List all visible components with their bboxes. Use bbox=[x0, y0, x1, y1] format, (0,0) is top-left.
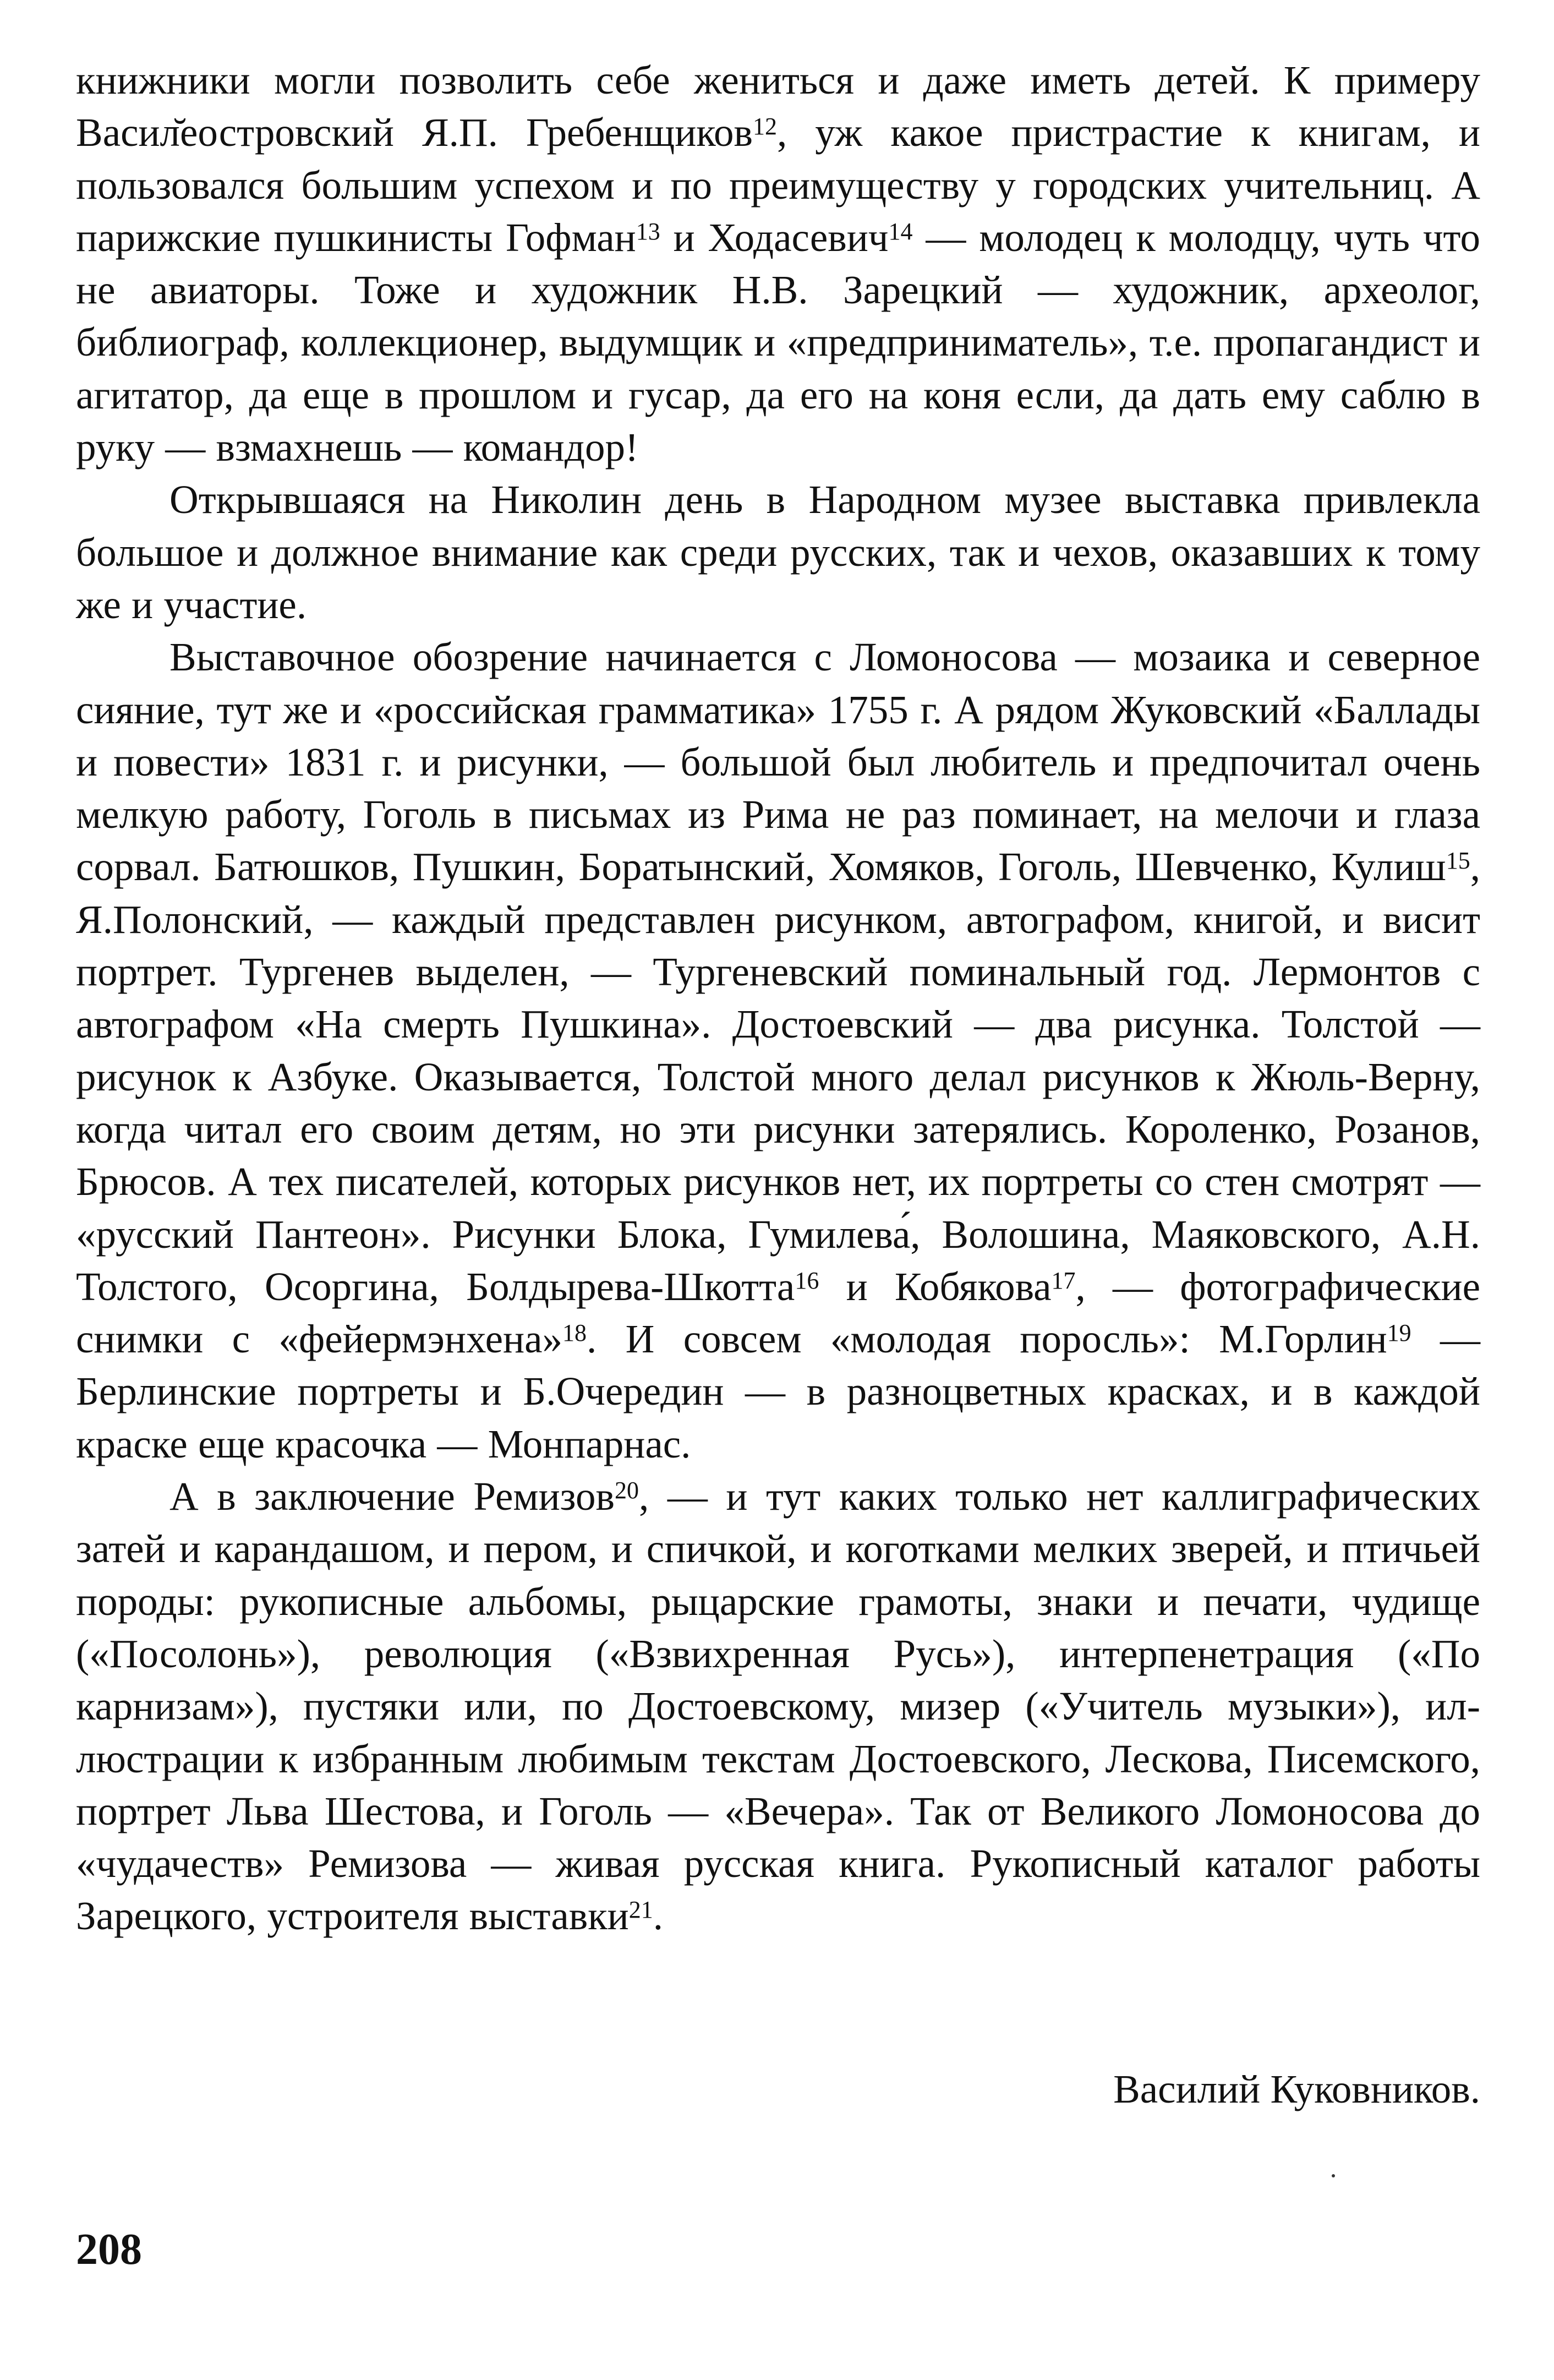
text-run: , — и тут каких только нет каллиграфических затей и карандашом, и пером, и спичкой, и коготками мелких зверей, и птичьей породы: рукописные альбомы, рыцарские грамоты, знаки и печати, чудище («Посолонь»), революция («Взвихренная Русь»), интерпенетрация («По карнизам»), пустяки или, по Достоевскому, мизер («Учитель музыки»), иллюстрации к избранным любимым текстам Достоевского, Лескова, Писемского, портрет Льва Шестова, и Гоголь — «Вечера». Так от Великого Ломоносова до «чудачеств» Ремизова — живая русская книга. Рукописный каталог работы Зарецкого, устроителя выставки bbox=[76, 1474, 1480, 1939]
footnote-marker: 17 bbox=[1051, 1267, 1076, 1294]
footnote-marker: 21 bbox=[628, 1896, 653, 1924]
footnote-marker: 16 bbox=[795, 1267, 819, 1294]
text-run: Открывшаяся на Николин день в Народном музее выставка привлекла большое и должное внимание как среди русских, так и чехов, оказавших к тому же и участие. bbox=[76, 477, 1480, 627]
footnote-marker: 13 bbox=[636, 217, 660, 245]
footnote-marker: 12 bbox=[753, 112, 778, 140]
page-body bbox=[76, 54, 1480, 1942]
text-run: . И совсем «молодая поросль»: М.Горлин bbox=[587, 1317, 1387, 1362]
paragraph bbox=[76, 54, 1480, 473]
text-run: . bbox=[653, 1893, 664, 1939]
text-run: , уж какое пристрастие к книгам, и пользовался большим успехом и по преимуществу у городских учительниц. А парижские пушкинисты Гофман bbox=[76, 110, 1480, 260]
footnote-marker: 14 bbox=[888, 217, 913, 245]
article-text bbox=[76, 54, 1480, 1942]
paragraph bbox=[76, 473, 1480, 631]
footnote-marker: 15 bbox=[1446, 847, 1470, 875]
text-run: книжники могли позволить себе жениться и даже иметь детей. К примеру Васил̆еостровский Я.П. Гребенщиков bbox=[76, 58, 1480, 155]
text-run: , Я.Полонский, — каждый представлен рисунком, автографом, книгой, и висит портрет. Тургенев выделен, — Тургеневский поминальный год. Лермонтов с автографом «На смерть Пушкина». Достоевский — два рисунка. Толстой — рисунок к Азбуке. Оказывается, Толстой много делал рисунков к Жюль-Верну, когда читал его своим детям, но эти рисунки затерялись. Короленко, Розанов, Брюсов. А тех писателей, которых рисунков нет, их портреты со стен смотрят — «русский Пантеон». Рисунки Блока, Гумилева́, Волошина, Маяковского, А.Н. Толстого, Осоргина, Болдырева-Шкотта bbox=[76, 844, 1480, 1309]
text-run: А в заключение Ремизов bbox=[169, 1474, 615, 1519]
footnote-marker: 18 bbox=[562, 1319, 587, 1346]
text-run: — Берлинские портреты и Б.Очередин — в разноцветных красках, и в каждой краске еще красочка — Монпарнас. bbox=[76, 1317, 1481, 1466]
text-run: — молодец к молодцу, чуть что не авиаторы. Тоже и художник Н.В. Зарецкий — художник, археолог, библиограф, коллекционер, выдумщик и «предприниматель», т.е. пропагандист и агитатор, да еще в прошлом и гусар, да его на коня если, да дать ему саблю в руку — взмахнешь — командор! bbox=[76, 215, 1480, 470]
print-speck bbox=[1332, 2174, 1335, 2177]
footnote-marker: 19 bbox=[1387, 1319, 1411, 1346]
page-number: 208 bbox=[76, 2225, 142, 2274]
footnote-marker: 20 bbox=[615, 1476, 639, 1504]
text-run: и Кобякова bbox=[819, 1264, 1052, 1309]
text-run: и Ходасевич bbox=[660, 215, 889, 260]
author-signature: Василий Куковников. bbox=[1113, 2067, 1480, 2111]
text-run: Выставочное обозрение начинается с Ломоносова — мозаика и северное сияние, тут же и «российская грамматика» 1755 г. А рядом Жуковский «Баллады и повести» 1831 г. и рисунки, — большой был любитель и предпочитал очень мелкую работу, Гоголь в письмах из Рима не раз поминает, на мелочи и глаза сорвал. Батюшков, Пушкин, Боратынский, Хомяков, Гоголь, Шевченко, Кулиш bbox=[76, 635, 1480, 889]
paragraph bbox=[76, 1470, 1480, 1942]
paragraph bbox=[76, 631, 1480, 1470]
text-run: , — фотографические снимки с «фейермэнхена» bbox=[76, 1264, 1480, 1362]
